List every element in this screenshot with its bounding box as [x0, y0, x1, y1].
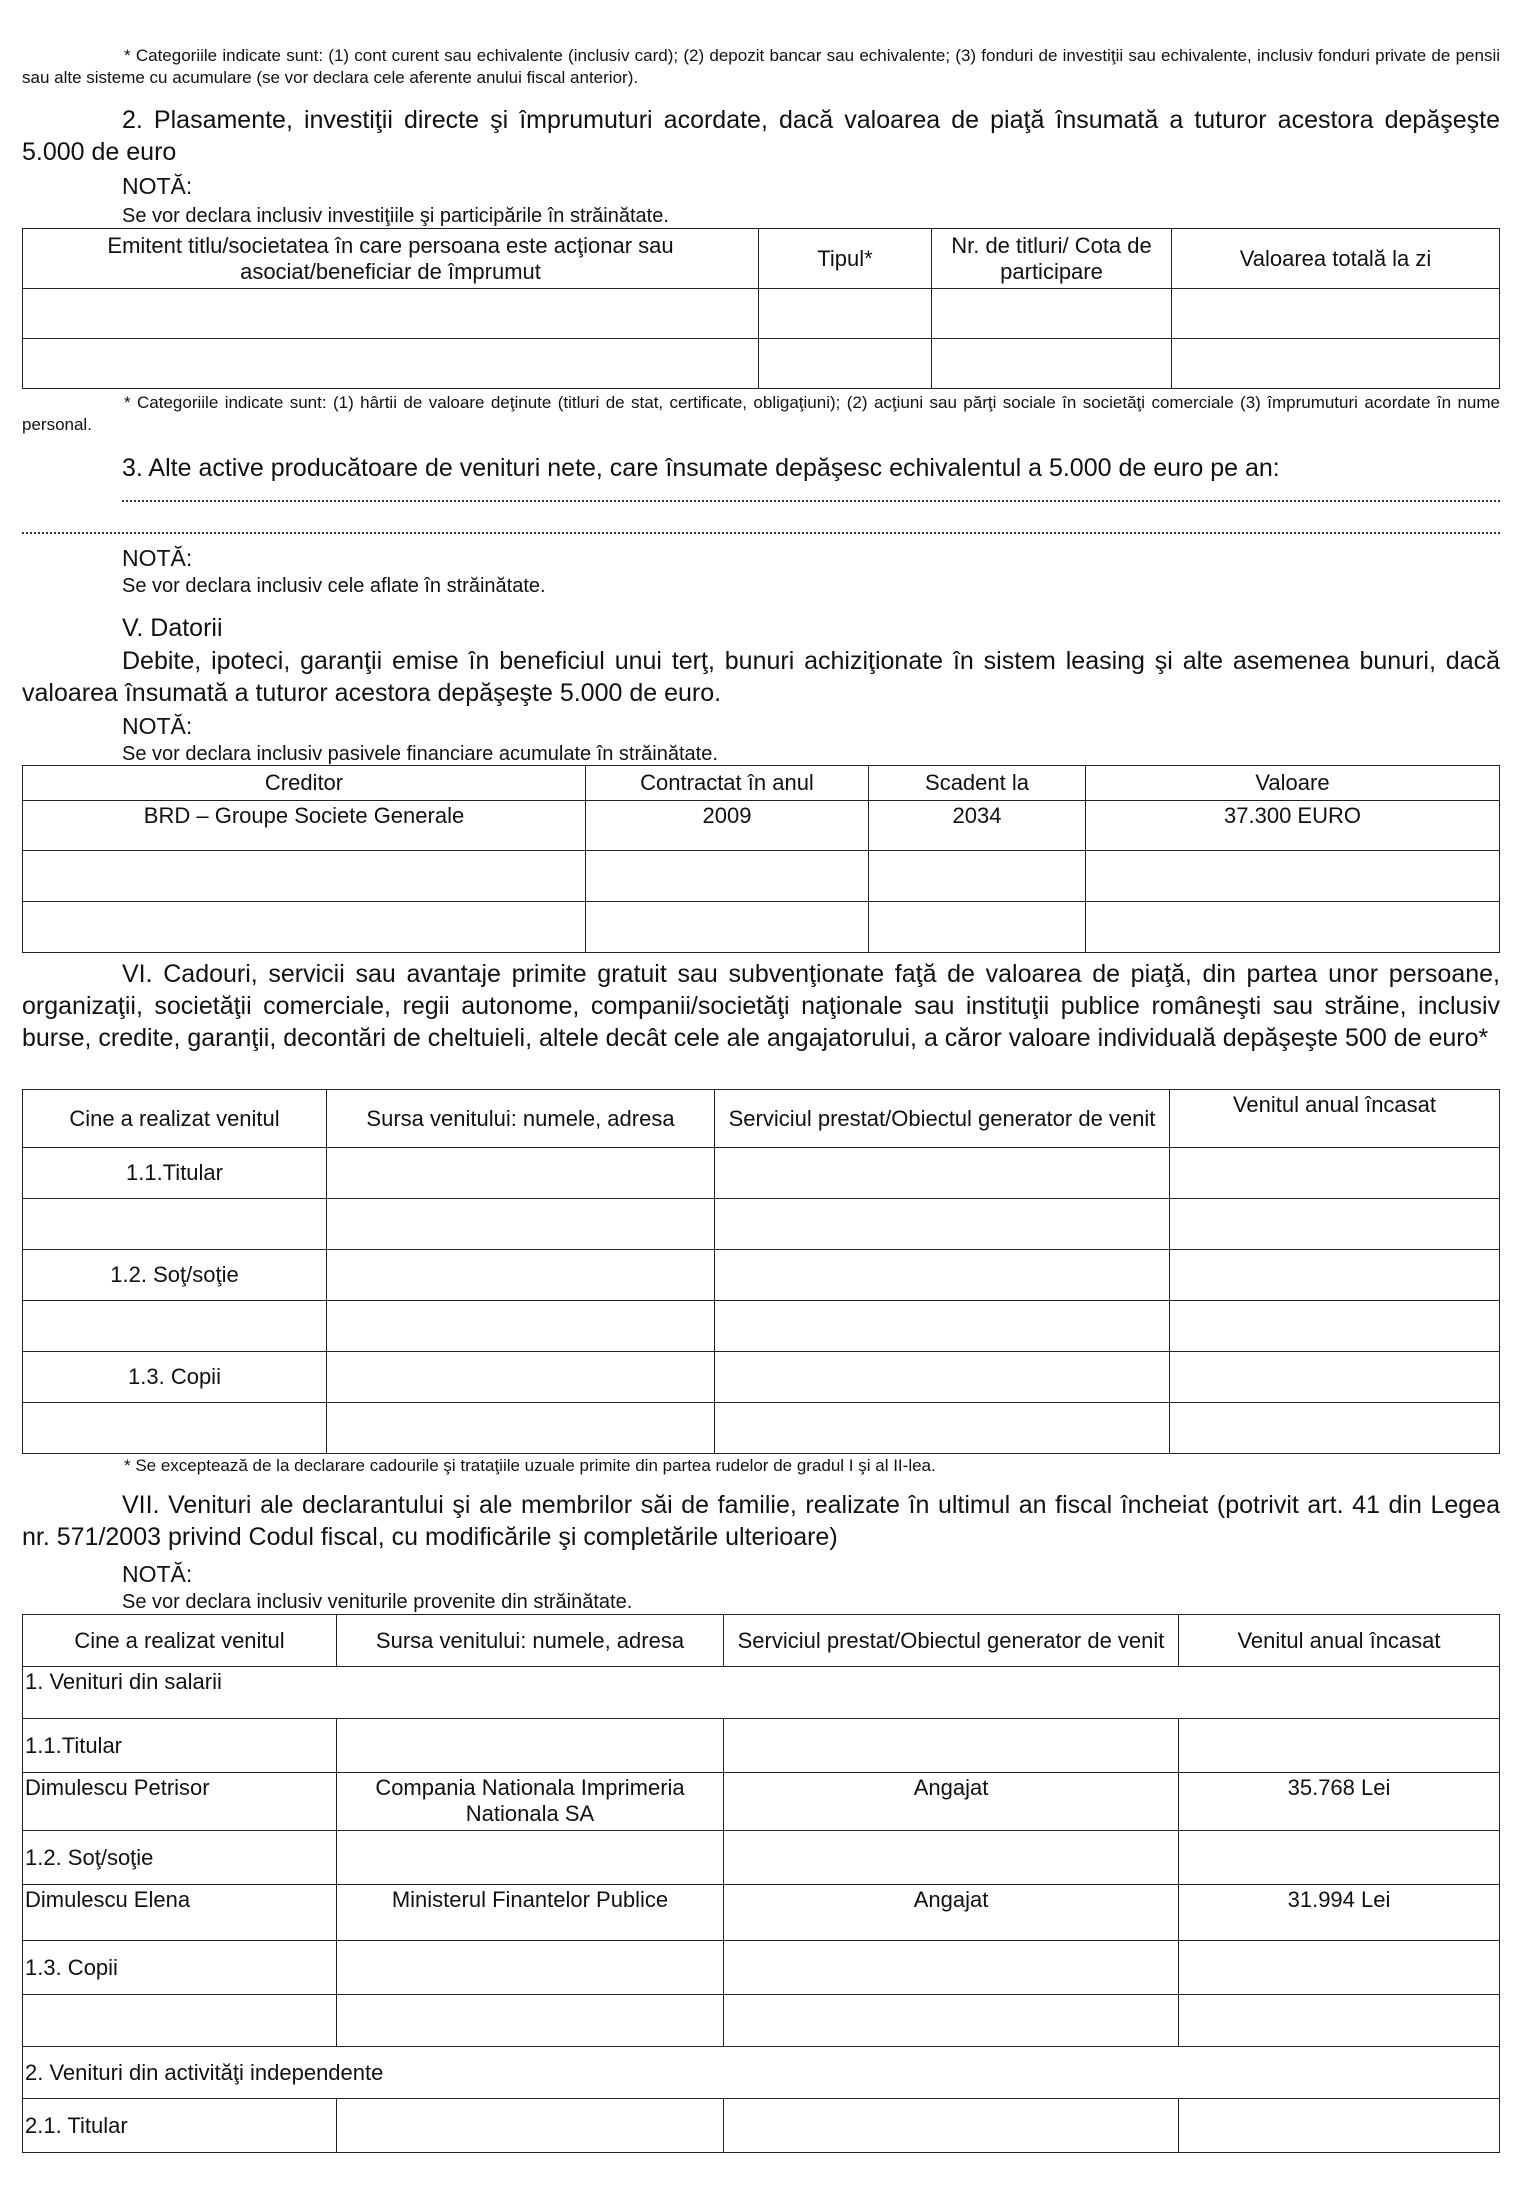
table-row: [23, 1831, 1500, 1885]
table-row: [23, 1995, 1500, 2047]
table-row: [23, 1403, 1500, 1454]
section-v-title: V. Datorii: [122, 614, 223, 642]
cell-spouse-income: 31.994 Lei: [1179, 1885, 1500, 1941]
col-header-service: Serviciul prestat/Obiectul generator de venit: [715, 1090, 1170, 1148]
col-header-source: Sursa venitului: numele, adresa: [327, 1090, 715, 1148]
nota-investments-abroad: Se vor declara inclusiv investiţiile şi participările în străinătate.: [122, 205, 669, 227]
dotted-line: [22, 532, 1500, 534]
row-label-titular: 1.1.Titular: [23, 1719, 337, 1773]
cell-contracted-year: 2009: [586, 801, 869, 851]
table-row: [23, 851, 1500, 902]
col-header-due-date: Scadent la: [869, 766, 1086, 801]
table-row: [23, 1301, 1500, 1352]
section-v-text: Debite, ipoteci, garanţii emise în beneficiul unui terţ, bunuri achiziţionate în sistem leasing şi alte asemenea bunuri, dacă valoarea însumată a tuturor acestora depăşeşte 5.000 de euro.: [22, 647, 1500, 707]
table-row: [23, 1148, 1500, 1199]
cell-titular-service: Angajat: [724, 1773, 1179, 1831]
cell-titular-source: Compania Nationala Imprimeria Nationala SA: [337, 1773, 724, 1831]
income-table: [22, 1614, 1500, 2153]
section-salary-income: 1. Venituri din salarii: [23, 1667, 1500, 1719]
col-header-service: Serviciul prestat/Obiectul generator de venit: [724, 1615, 1179, 1667]
col-header-share-count: Nr. de titluri/ Cota de participare: [932, 229, 1172, 289]
cell-spouse-service: Angajat: [724, 1885, 1179, 1941]
col-header-annual-income: Venitul anual încasat: [1170, 1090, 1500, 1148]
footnote-gifts-exception: * Se exceptează de la declarare cadourile şi trataţiile uzuale primite din partea rudelor de gradul I şi al II-lea.: [124, 1456, 936, 1475]
col-header-value: Valoare: [1086, 766, 1500, 801]
col-header-total-value: Valoarea totală la zi: [1172, 229, 1500, 289]
nota-label: NOTĂ:: [122, 713, 193, 739]
col-header-contracted-year: Contractat în anul: [586, 766, 869, 801]
cell-titular-name: Dimulescu Petrisor: [23, 1773, 337, 1831]
nota-label: NOTĂ:: [122, 545, 193, 571]
col-header-type: Tipul*: [759, 229, 932, 289]
row-label-titular: 2.1. Titular: [23, 2099, 337, 2153]
cell-spouse-source: Ministerul Finantelor Publice: [337, 1885, 724, 1941]
col-header-source: Sursa venitului: numele, adresa: [337, 1615, 724, 1667]
table-row: [23, 339, 1500, 389]
table-row: [23, 1719, 1500, 1773]
placements-table: [22, 228, 1500, 389]
dotted-line: [122, 500, 1500, 502]
nota-assets-abroad: Se vor declara inclusiv cele aflate în străinătate.: [122, 575, 546, 597]
table-row: [23, 1885, 1500, 1941]
table-row: [23, 902, 1500, 953]
table-row: [23, 1773, 1500, 1831]
nota-liabilities-abroad: Se vor declara inclusiv pasivele financiare acumulate în străinătate.: [122, 743, 718, 765]
item-2-placements: 2. Plasamente, investiţii directe şi împrumuturi acordate, dacă valoarea de piaţă însumată a tuturor acestora depăşeşte 5.000 de euro: [22, 106, 1500, 166]
cell-spouse-name: Dimulescu Elena: [23, 1885, 337, 1941]
section-vi-text: VI. Cadouri, servicii sau avantaje primite gratuit sau subvenţionate faţă de valoarea de piaţă, din partea unor persoane, organizaţii, societăţii comerciale, regii autonome, companii/societăţi naţionale sau instituţii publice româneşti sau străine, inclusiv burse, credite, garanţii, decontări de cheltuieli, altele decât cele ale angajatorului, a căror valoare individuală depăşeşte 500 de euro*: [22, 960, 1500, 1052]
cell-due-date: 2034: [869, 801, 1086, 851]
col-header-who: Cine a realizat venitul: [23, 1615, 337, 1667]
item-3-other-assets: 3. Alte active producătoare de venituri nete, care însumate depăşesc echivalentul a 5.000 de euro pe an:: [122, 454, 1280, 482]
section-independent-income: 2. Venituri din activităţi independente: [23, 2047, 1500, 2099]
cell-titular-income: 35.768 Lei: [1179, 1773, 1500, 1831]
cell-creditor: BRD – Groupe Societe Generale: [23, 801, 586, 851]
nota-label: NOTĂ:: [122, 173, 193, 199]
table-row: [23, 801, 1500, 851]
section-vii-text: VII. Venituri ale declarantului şi ale membrilor săi de familie, realizate în ultimul an fiscal încheiat (potrivit art. 41 din Legea nr. 571/2003 privind Codul fiscal, cu modificările şi completările ulterioare): [22, 1491, 1500, 1551]
row-label-children: 1.3. Copii: [23, 1352, 327, 1403]
row-label-children: 1.3. Copii: [23, 1941, 337, 1995]
gifts-table: [22, 1089, 1500, 1454]
col-header-who: Cine a realizat venitul: [23, 1090, 327, 1148]
table-row: [23, 2099, 1500, 2153]
footnote-categories-accounts: * Categoriile indicate sunt: (1) cont curent sau echivalente (inclusiv card); (2) depozit bancar sau echivalente; (3) fonduri de investiţii sau echivalente, inclusiv fonduri private de pensii sau alte sisteme cu acumulare (se vor declara cele aferente anului fiscal anterior).: [22, 46, 1500, 87]
table-row: [23, 1667, 1500, 1719]
nota-income-abroad: Se vor declara inclusiv veniturile provenite din străinătate.: [122, 1591, 633, 1613]
table-row: [23, 1250, 1500, 1301]
row-label-spouse: 1.2. Soţ/soţie: [23, 1831, 337, 1885]
cell-value: 37.300 EURO: [1086, 801, 1500, 851]
col-header-issuer: Emitent titlu/societatea în care persoana este acţionar sau asociat/beneficiar de împrumut: [23, 229, 759, 289]
table-row: [23, 289, 1500, 339]
table-row: [23, 2047, 1500, 2099]
col-header-annual-income: Venitul anual încasat: [1179, 1615, 1500, 1667]
nota-label: NOTĂ:: [122, 1561, 193, 1587]
debts-table: [22, 765, 1500, 953]
footnote-categories-securities: * Categoriile indicate sunt: (1) hârtii de valoare deţinute (titluri de stat, certificate, obligaţiuni); (2) acţiuni sau părţi sociale în societăţi comerciale (3) împrumuturi acordate în nume personal.: [22, 393, 1500, 434]
table-row: [23, 1199, 1500, 1250]
row-label-titular: 1.1.Titular: [23, 1148, 327, 1199]
col-header-creditor: Creditor: [23, 766, 586, 801]
table-row: [23, 1941, 1500, 1995]
table-row: [23, 1352, 1500, 1403]
row-label-spouse: 1.2. Soţ/soţie: [23, 1250, 327, 1301]
